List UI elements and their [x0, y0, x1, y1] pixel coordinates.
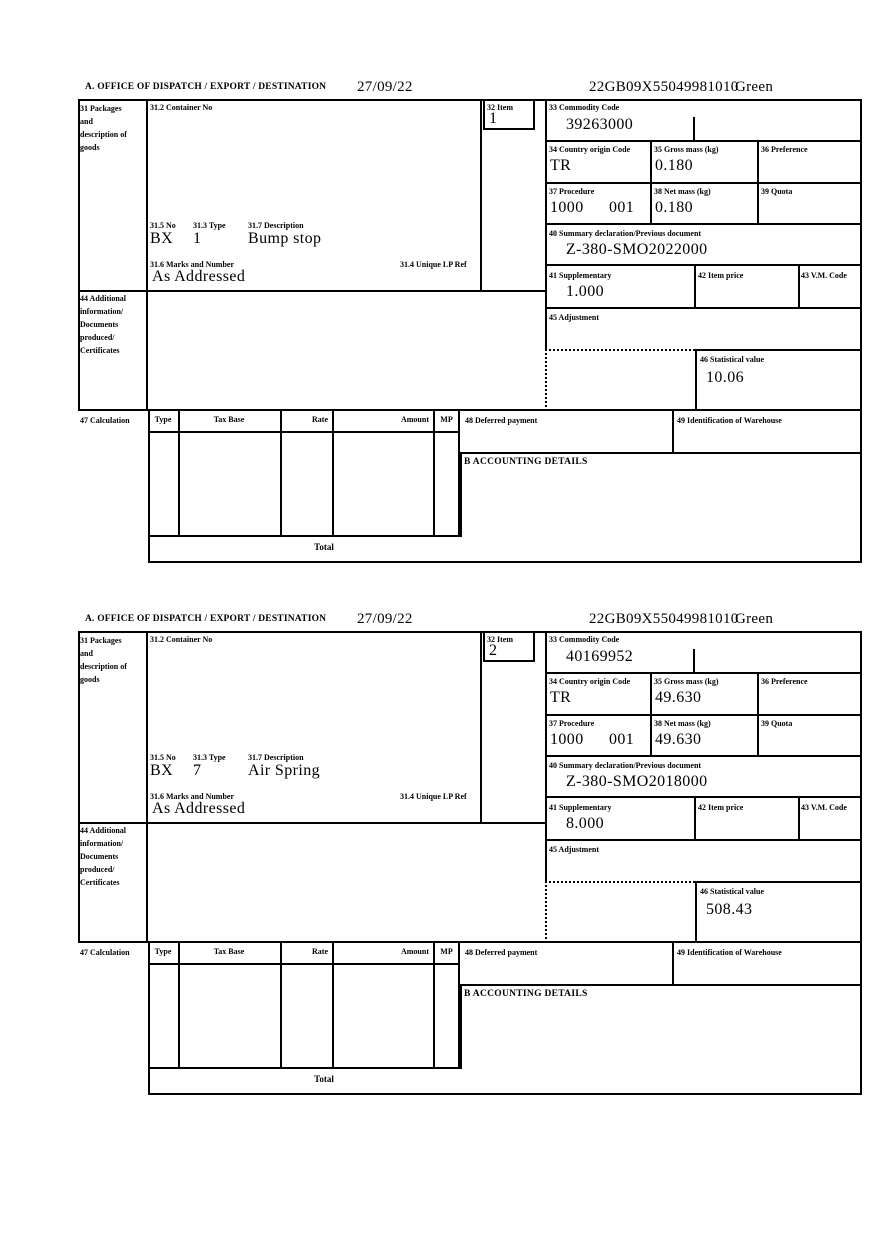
type-col-line	[178, 943, 180, 1069]
item-number-value: 2	[489, 642, 498, 659]
calculation-table	[148, 943, 460, 1069]
col-mp-header: MP	[440, 947, 453, 956]
col-type-header: Type	[154, 415, 172, 424]
origin-row-line	[545, 182, 862, 184]
mrn-number: 22GB09X55049981010	[589, 611, 739, 627]
previous-document-value: Z-380-SMO2018000	[566, 773, 708, 790]
adjustment-label: 45 Adjustment	[549, 313, 600, 322]
summary-declaration-label: 40 Summary declaration/Previous document	[549, 229, 702, 238]
accounting-details-label: B ACCOUNTING DETAILS	[464, 989, 588, 999]
col-tax-base-header: Tax Base	[213, 415, 245, 424]
supplementary-row-line	[545, 839, 862, 841]
left-column-divider	[146, 99, 148, 411]
procedure-label: 37 Procedure	[549, 187, 595, 196]
total-label: Total	[314, 542, 334, 552]
item-label: 32 Item	[487, 103, 513, 112]
commodity-code-tick	[693, 117, 695, 140]
supplementary-row-line	[545, 307, 862, 309]
statistical-value: 508.43	[706, 901, 753, 918]
col-divider-35-36	[757, 672, 759, 755]
summary-row-line	[545, 264, 862, 266]
procedure-row-line	[545, 755, 862, 757]
marks-label: 31.6 Marks and Number	[150, 792, 235, 801]
procedure-ext-value: 001	[609, 731, 635, 748]
marks-bottom-line	[78, 822, 545, 824]
box44-label: 44 Additional information/ Documents produced/ Certificates	[80, 826, 127, 887]
country-origin-label: 34 Country origin Code	[549, 145, 631, 154]
procedure-ext-value: 001	[609, 199, 635, 216]
office-of-dispatch-header: A. OFFICE OF DISPATCH / EXPORT / DESTINATION	[85, 82, 327, 92]
col-divider-42-43	[798, 264, 800, 307]
box44-label: 44 Additional information/ Documents produced/ Certificates	[80, 294, 127, 355]
package-no-value: BX	[150, 230, 174, 247]
gross-mass-value: 49.630	[655, 689, 702, 706]
container-box-right-line	[480, 99, 482, 290]
rate-col-line	[332, 411, 334, 537]
deferred-payment-label: 48 Deferred payment	[465, 416, 538, 425]
table-header-line	[148, 431, 460, 433]
adjustment-label: 45 Adjustment	[549, 845, 600, 854]
statistical-value-label: 46 Statistical value	[700, 355, 764, 364]
adjustment-dotted-vertical	[545, 881, 547, 943]
marks-value: As Addressed	[152, 268, 246, 285]
item-price-label: 42 Item price	[698, 803, 744, 812]
amount-col-line	[433, 943, 435, 1069]
calculation-table	[148, 411, 460, 537]
box47-label: 47 Calculation	[80, 948, 130, 957]
col-tax-base-header: Tax Base	[213, 947, 245, 956]
procedure-value: 1000	[550, 731, 584, 748]
item-number-value: 1	[489, 110, 498, 127]
declaration-form	[0, 78, 882, 568]
package-type-value: 1	[193, 230, 202, 247]
gross-mass-label: 35 Gross mass (kg)	[654, 677, 719, 686]
package-no-value: BX	[150, 762, 174, 779]
taxbase-col-line	[280, 411, 282, 537]
supplementary-value: 1.000	[566, 283, 604, 300]
type-col-line	[178, 411, 180, 537]
vm-code-label: 43 V.M. Code	[801, 803, 847, 812]
unique-lp-ref-label: 31.4 Unique LP Ref	[400, 260, 467, 269]
box47-label: 47 Calculation	[80, 416, 130, 425]
procedure-row-line	[545, 223, 862, 225]
accounting-details-label: B ACCOUNTING DETAILS	[464, 457, 588, 467]
declaration-date: 27/09/22	[357, 611, 413, 627]
preference-label: 36 Preference	[761, 677, 808, 686]
gross-mass-value: 0.180	[655, 157, 693, 174]
country-origin-value: TR	[550, 689, 572, 706]
package-type-label: 31.3 Type	[193, 753, 226, 762]
col-divider-34-35	[650, 672, 652, 755]
commodity-row-line	[545, 140, 862, 142]
net-mass-label: 38 Net mass (kg)	[654, 719, 711, 728]
warehouse-id-label: 49 Identification of Warehouse	[677, 948, 782, 957]
routing-status: Green	[735, 611, 774, 627]
col-divider-41-42	[694, 264, 696, 307]
marks-bottom-line	[78, 290, 545, 292]
quota-label: 39 Quota	[761, 187, 793, 196]
left-column-divider	[146, 631, 148, 943]
statistical-value-label: 46 Statistical value	[700, 887, 764, 896]
col-amount-header: Amount	[400, 947, 429, 956]
col-rate-header: Rate	[312, 947, 328, 956]
net-mass-value: 0.180	[655, 199, 693, 216]
warehouse-id-label: 49 Identification of Warehouse	[677, 416, 782, 425]
container-no-label: 31.2 Container No	[150, 103, 213, 112]
taxbase-col-line	[280, 943, 282, 1069]
commodity-row-line	[545, 672, 862, 674]
description-value: Air Spring	[248, 762, 320, 779]
box31-label: 31 Packages and description of goods	[80, 636, 127, 684]
commodity-code-label: 33 Commodity Code	[549, 103, 620, 112]
adjustment-dotted-horizontal	[545, 349, 695, 351]
procedure-label: 37 Procedure	[549, 719, 595, 728]
adjustment-dotted-horizontal	[545, 881, 695, 883]
amount-col-line	[433, 411, 435, 537]
statistical-value: 10.06	[706, 369, 744, 386]
supplementary-label: 41 Supplementary	[549, 803, 612, 812]
origin-row-line	[545, 714, 862, 716]
container-no-label: 31.2 Container No	[150, 635, 213, 644]
previous-document-value: Z-380-SMO2022000	[566, 241, 708, 258]
unique-lp-ref-label: 31.4 Unique LP Ref	[400, 792, 467, 801]
col-type-header: Type	[154, 947, 172, 956]
item-price-label: 42 Item price	[698, 271, 744, 280]
marks-label: 31.6 Marks and Number	[150, 260, 235, 269]
description-value: Bump stop	[248, 230, 322, 247]
container-box-right-line	[480, 631, 482, 822]
quota-label: 39 Quota	[761, 719, 793, 728]
office-of-dispatch-header: A. OFFICE OF DISPATCH / EXPORT / DESTINATION	[85, 614, 327, 624]
rate-col-line	[332, 943, 334, 1069]
divider-48-49	[672, 943, 674, 986]
accounting-right-line	[860, 454, 862, 537]
col-mp-header: MP	[440, 415, 453, 424]
mrn-number: 22GB09X55049981010	[589, 79, 739, 95]
supplementary-label: 41 Supplementary	[549, 271, 612, 280]
procedure-value: 1000	[550, 199, 584, 216]
summary-row-line	[545, 796, 862, 798]
commodity-code-value: 39263000	[566, 116, 634, 133]
net-mass-value: 49.630	[655, 731, 702, 748]
description-label: 31.7 Description	[248, 221, 304, 230]
package-no-label: 31.5 No	[150, 753, 176, 762]
routing-status: Green	[735, 79, 774, 95]
vm-code-label: 43 V.M. Code	[801, 271, 847, 280]
commodity-code-value: 40169952	[566, 648, 634, 665]
accounting-left-line	[460, 986, 462, 1069]
box31-label: 31 Packages and description of goods	[80, 104, 127, 152]
country-origin-value: TR	[550, 157, 572, 174]
marks-value: As Addressed	[152, 800, 246, 817]
summary-declaration-label: 40 Summary declaration/Previous document	[549, 761, 702, 770]
declaration-date: 27/09/22	[357, 79, 413, 95]
preference-label: 36 Preference	[761, 145, 808, 154]
commodity-code-tick	[693, 649, 695, 672]
col-divider-42-43	[798, 796, 800, 839]
country-origin-label: 34 Country origin Code	[549, 677, 631, 686]
adjustment-dotted-vertical	[545, 349, 547, 411]
supplementary-value: 8.000	[566, 815, 604, 832]
description-label: 31.7 Description	[248, 753, 304, 762]
col-divider-41-42	[694, 796, 696, 839]
package-type-value: 7	[193, 762, 202, 779]
package-type-label: 31.3 Type	[193, 221, 226, 230]
col-rate-header: Rate	[312, 415, 328, 424]
col-divider-34-35	[650, 140, 652, 223]
package-no-label: 31.5 No	[150, 221, 176, 230]
total-label: Total	[314, 1074, 334, 1084]
col-divider-35-36	[757, 140, 759, 223]
col-amount-header: Amount	[400, 415, 429, 424]
declaration-form	[0, 610, 882, 1100]
table-header-line	[148, 963, 460, 965]
accounting-right-line	[860, 986, 862, 1069]
divider-48-49	[672, 411, 674, 454]
deferred-payment-label: 48 Deferred payment	[465, 948, 538, 957]
commodity-code-label: 33 Commodity Code	[549, 635, 620, 644]
net-mass-label: 38 Net mass (kg)	[654, 187, 711, 196]
item-label: 32 Item	[487, 635, 513, 644]
gross-mass-label: 35 Gross mass (kg)	[654, 145, 719, 154]
accounting-left-line	[460, 454, 462, 537]
